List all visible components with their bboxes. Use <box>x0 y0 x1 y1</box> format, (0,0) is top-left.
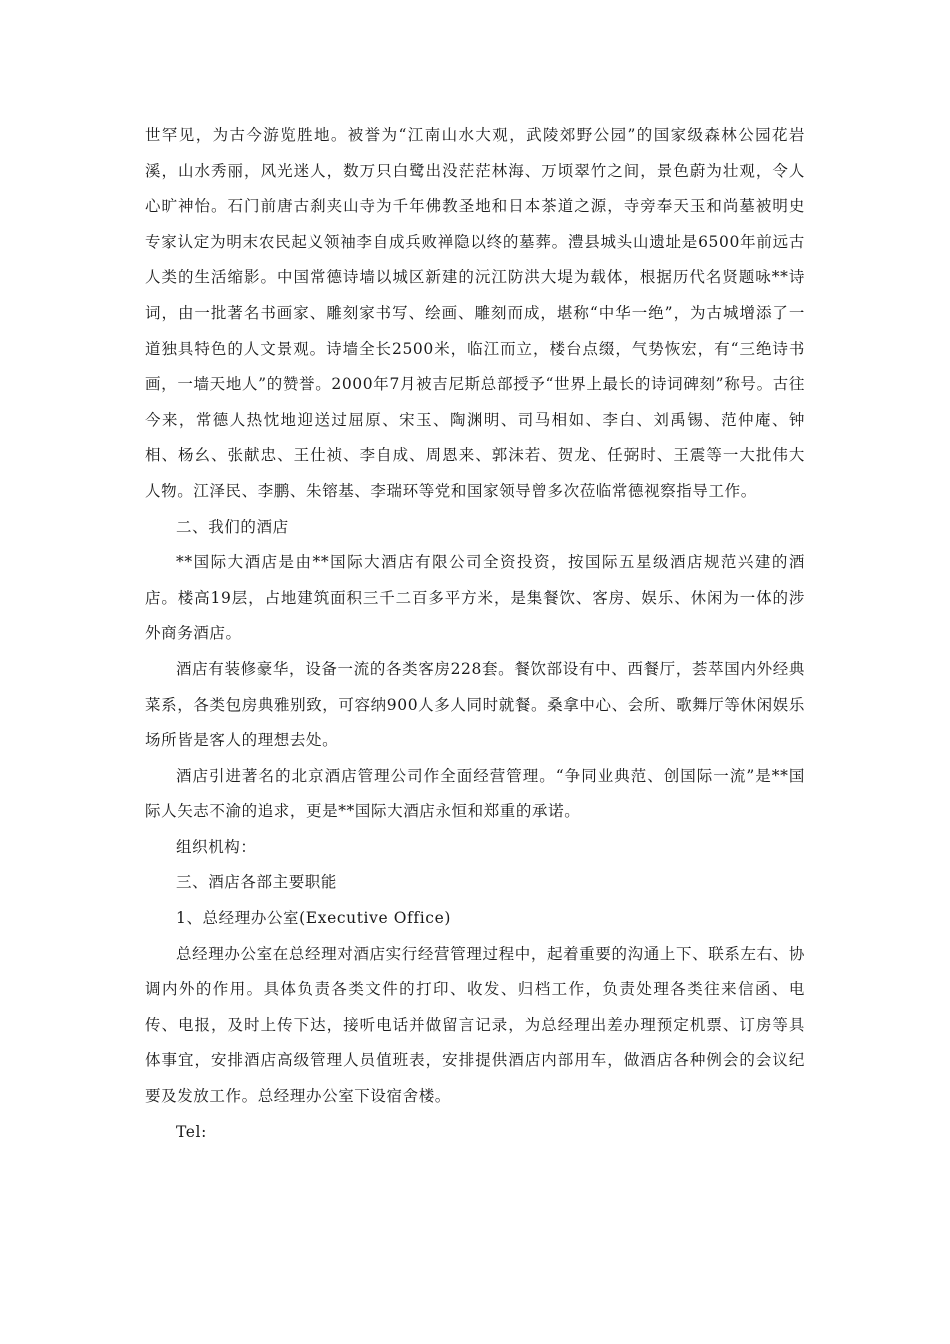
paragraph-hotel-intro: **国际大酒店是由**国际大酒店有限公司全资投资，按国际五星级酒店规范兴建的酒店。楼高19层，占地建筑面积三千二百多平方米，是集餐饮、客房、娱乐、休闲为一体的涉外商务酒店。 <box>145 553 805 643</box>
document-body <box>145 118 805 1150</box>
paragraph-hotel-rooms: 酒店有装修豪华，设备一流的各类客房228套。餐饮部设有中、西餐厅，荟萃国内外经典菜系，各类包房典雅别致，可容纳900人多人同时就餐。桑拿中心、会所、歌舞厅等休闲娱乐场所皆是客人的理想去处。 <box>145 659 805 750</box>
label-tel: Tel: <box>176 1122 207 1141</box>
paragraph-executive-office-duties: 总经理办公室在总经理对酒店实行经营管理过程中，起着重要的沟通上下、联系左右、协调内外的作用。具体负责各类文件的打印、收发、归档工作，负责处理各类往来信函、电传、电报，及时上传下达，接听电话并做留言记录，为总经理出差办理预定机票、订房等具体事宜，安排酒店高级管理人员值班表，安排提供酒店内部用车，做酒店各种例会的会议纪要及发放工作。总经理办公室下设宿舍楼。 <box>145 944 805 1106</box>
section-heading-our-hotel: 二、我们的酒店 <box>176 517 289 536</box>
paragraph-changde-scenery: 世罕见，为古今游览胜地。被誉为“江南山水大观，武陵郊野公园”的国家级森林公园花岩溪，山水秀丽，风光迷人，数万只白鹭出没茫茫林海、万顷翠竹之间，景色蔚为壮观，令人心旷神怡。石门前唐古刹夹山寺为千年佛教圣地和日本茶道之源，寺旁奉天玉和尚墓被明史专家认定为明末农民起义领袖李自成兵败禅隐以终的墓葬。澧县城头山遗址是6500年前远古人类的生活缩影。中国常德诗墙以城区新建的沅江防洪大堤为载体，根据历代名贤题咏**诗词，由一批著名书画家、雕刻家书写、绘画、雕刻而成，堪称“中华一绝”，为古城增添了一道独具特色的人文景观。诗墙全长2500米，临江而立，楼台点缀，气势恢宏，有“三绝诗书画，一墙天地人”的赞誉。2000年7月被吉尼斯总部授予“世界上最长的诗词碑刻”称号。古往今来，常德人热忱地迎送过屈原、宋玉、陶渊明、司马相如、李白、刘禹锡、范仲庵、钟相、杨幺、张献忠、王仕祯、李自成、周恩来、郭沫若、贺龙、任弼时、王震等一大批伟大人物。江泽民、李鹏、朱镕基、李瑞环等党和国家领导曾多次莅临常德视察指导工作。 <box>145 126 805 500</box>
subsection-heading-executive-office: 1、总经理办公室(Executive Office) <box>176 909 451 928</box>
paragraph-hotel-management: 酒店引进著名的北京酒店管理公司作全面经营管理。“争同业典范、创国际一流”是**国际人矢志不渝的追求，更是**国际大酒店永恒和郑重的承诺。 <box>145 766 805 821</box>
section-heading-departments: 三、酒店各部主要职能 <box>176 873 338 892</box>
label-organization: 组织机构： <box>176 837 257 856</box>
